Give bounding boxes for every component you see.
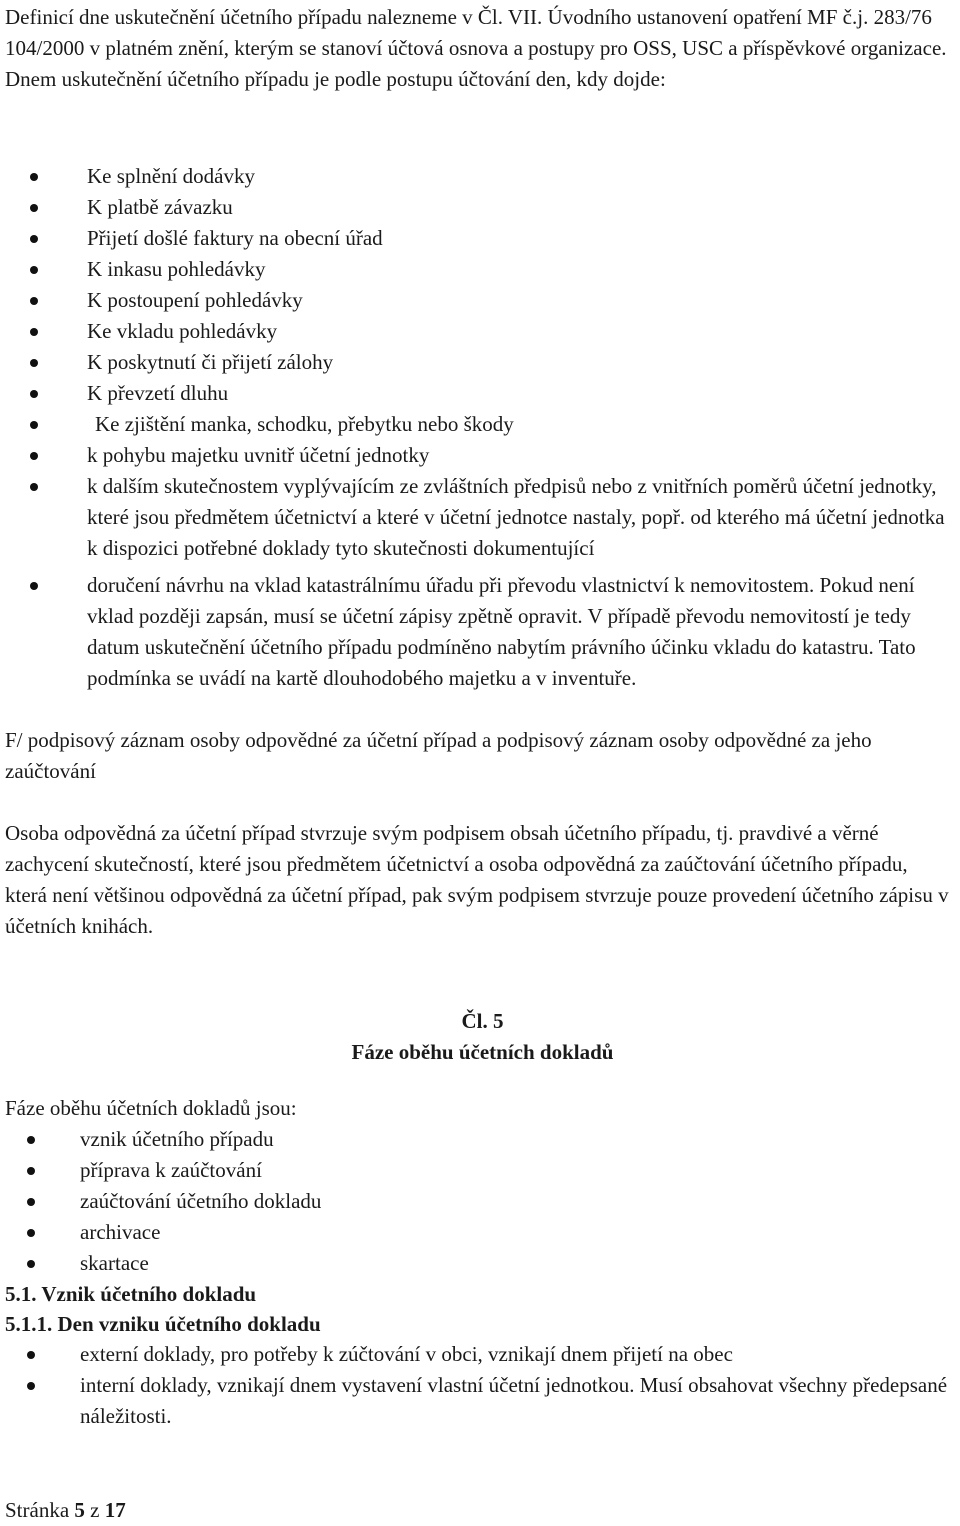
footer-of: z [90,1498,100,1522]
bullet-icon [30,235,38,243]
bullet-icon [30,297,38,305]
list-item: k dalším skutečnostem vyplývajícím ze zvláštních předpisů nebo z vnitřních poměrů účetní jednotky, které jsou předmětem účetnictví a které v účetní jednotce nastaly, popř. od kterého má účetní jednotka k dispozici potřebné doklady tyto skutečnosti dokumentující [87,471,947,564]
footer-page-number: 5 [74,1498,85,1522]
bullet-icon [30,452,38,460]
bullet-icon [30,266,38,274]
bullet-icon [30,359,38,367]
heading-5-1: 5.1. Vznik účetního dokladu [5,1282,257,1306]
bullet-icon [30,390,38,398]
bullet-icon [30,483,38,491]
bullet-icon [30,421,38,429]
list-item: Ke zjištění manka, schodku, přebytku nebo škody [87,409,947,440]
list-item: externí doklady, pro potřeby k zúčtování v obci, vznikají dnem přijetí na obec [80,1339,950,1370]
bullet-icon [30,328,38,336]
section-f-title: F/ podpisový záznam osoby odpovědné za účetní případ a podpisový záznam osoby odpovědné za jeho zaúčtování [5,728,872,783]
list-item: Ke splnění dodávky [87,161,947,192]
document-page [5,2,950,1432]
list-item: vznik účetního případu [80,1124,950,1155]
list-item: K poskytnutí či přijetí zálohy [87,347,947,378]
bullet-icon [30,204,38,212]
article-title: Fáze oběhu účetních dokladů [351,1040,614,1064]
page-footer [5,1495,126,1526]
footer-label: Stránka [5,1498,70,1522]
list-item: archivace [80,1217,950,1248]
bullet-icon [27,1198,35,1206]
bullet-icon [27,1167,35,1175]
bullet-icon [27,1260,35,1268]
list-item: K převzetí dluhu [87,378,947,409]
heading-5-1-1: 5.1.1. Den vzniku účetního dokladu [5,1312,321,1336]
list-item: doručení návrhu na vklad katastrálnímu úřadu při převodu vlastnictví k nemovitostem. Pokud není vklad později zapsán, musí se účetní zápisy zpětně opravit. V případě převodu nemovitostí je tedy datum uskutečnění účetního případu podmíněno nabytím právního účinku vkladu do katastru. Tato podmínka se uvádí na kartě dlouhodobého majetku a v inventuře. [87,570,947,694]
bullet-icon [27,1382,35,1390]
list-item: K platbě závazku [87,192,947,223]
list-item: k pohybu majetku uvnitř účetní jednotky [87,440,947,471]
section-f-body: Osoba odpovědná za účetní případ stvrzuje svým podpisem obsah účetního případu, tj. pravdivé a věrné zachycení skutečností, které jsou předmětem účetnictví a osoba odpovědná za zaúčtování účetního případu, která není většinou odpovědná za účetní případ, pak svým podpisem stvrzuje pouze provedení účetního zápisu v účetních knihách. [5,821,949,938]
list-item: příprava k zaúčtování [80,1155,950,1186]
bullet-icon [27,1351,35,1359]
list-item: Ke vkladu pohledávky [87,316,947,347]
list-item: K postoupení pohledávky [87,285,947,316]
event-list [5,161,947,694]
phases-list [5,1124,950,1279]
bullet-icon [27,1136,35,1144]
list-item: interní doklady, vznikají dnem vystavení vlastní účetní jednotkou. Musí obsahovat všechny předepsané náležitosti. [80,1370,950,1432]
document-origin-list [5,1339,950,1432]
article-number: Čl. 5 [461,1009,504,1033]
list-item: Přijetí došlé faktury na obecní úřad [87,223,947,254]
list-item: zaúčtování účetního dokladu [80,1186,950,1217]
intro-lead: Dnem uskutečnění účetního případu je podle postupu účtování den, kdy dojde: [5,67,666,91]
bullet-icon [27,1229,35,1237]
list-item: skartace [80,1248,950,1279]
list-item: K inkasu pohledávky [87,254,947,285]
bullet-icon [30,582,38,590]
phases-intro: Fáze oběhu účetních dokladů jsou: [5,1096,297,1120]
footer-page-total: 17 [104,1498,126,1522]
intro-paragraph: Definicí dne uskutečnění účetního případu nalezneme v Čl. VII. Úvodního ustanovení opatření MF č.j. 283/76 104/2000 v platném znění, kterým se stanoví účtová osnova a postupy pro OSS, USC a příspěvkové organizace. [5,5,947,60]
article-heading [5,1006,950,1068]
bullet-icon [30,173,38,181]
